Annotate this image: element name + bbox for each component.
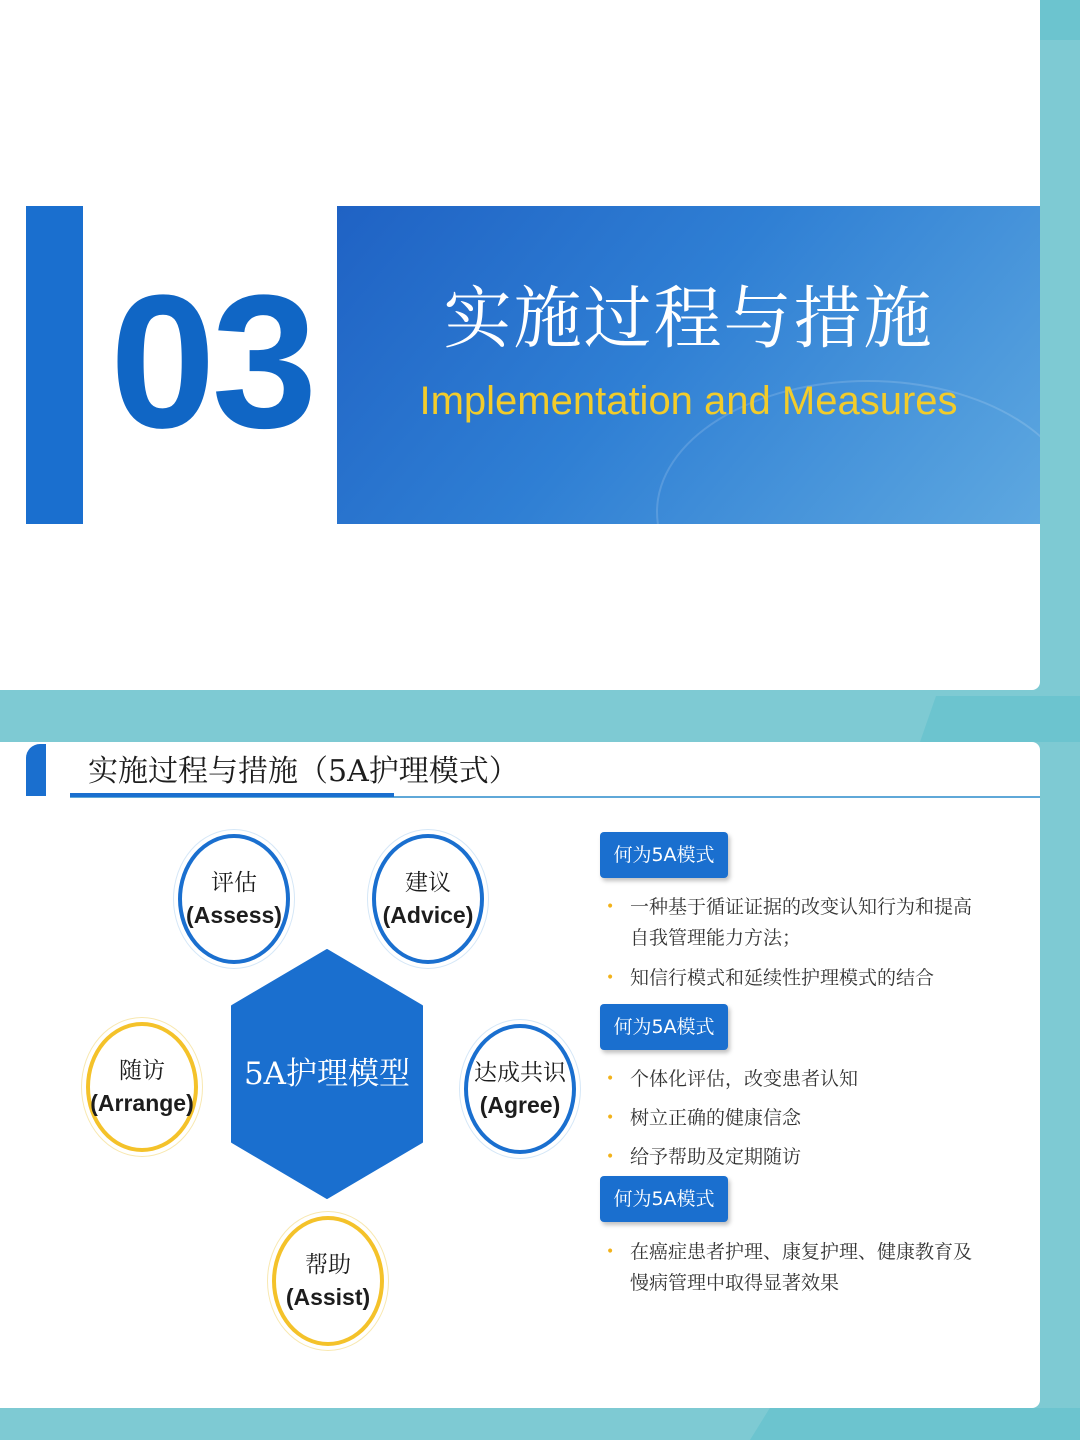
bullet-dot-icon: •	[606, 970, 615, 986]
bullet-item	[606, 1237, 986, 1299]
bullet-text: 在癌症患者护理、康复护理、健康教育及慢病管理中取得显著效果	[630, 1241, 973, 1294]
bullet-dot-icon: •	[606, 899, 615, 915]
block-badge: 何为5A模式	[600, 1004, 728, 1050]
section-cover-slide	[0, 0, 1040, 690]
node-cn: 帮助	[305, 1252, 351, 1278]
accent-bar	[26, 206, 83, 524]
node-advice	[372, 834, 484, 964]
node-cn: 达成共识	[474, 1060, 566, 1086]
bullet-text: 树立正确的健康信念	[630, 1107, 802, 1129]
bullet-dot-icon: •	[606, 1149, 615, 1165]
bullet-item	[606, 963, 986, 994]
bullet-text: 个体化评估，改变患者认知	[630, 1068, 859, 1090]
bullet-item	[606, 892, 986, 954]
node-arrange	[86, 1022, 198, 1152]
teal-decoration-bottom	[750, 1408, 1080, 1440]
node-en: (Agree)	[479, 1092, 561, 1118]
section-number: 03	[110, 256, 314, 468]
node-assist	[272, 1216, 384, 1346]
bullet-item	[606, 1142, 986, 1173]
node-en: (Arrange)	[90, 1090, 194, 1116]
bullet-item	[606, 1064, 986, 1095]
bullet-text: 给予帮助及定期随访	[630, 1146, 802, 1168]
node-en: (Advice)	[382, 902, 474, 928]
block-badge: 何为5A模式	[600, 832, 728, 878]
header-tab	[26, 744, 46, 796]
node-cn: 随访	[119, 1058, 165, 1084]
node-cn: 建议	[405, 870, 451, 896]
node-assess	[178, 834, 290, 964]
section-title-en: Implementation and Measures	[419, 379, 958, 423]
center-hexagon	[230, 948, 424, 1200]
node-en: (Assess)	[186, 902, 282, 928]
bullet-dot-icon: •	[606, 1244, 615, 1260]
header-underline	[70, 793, 394, 797]
bullet-item	[606, 1103, 986, 1134]
teal-decoration-mid	[920, 696, 1080, 742]
block-badge: 何为5A模式	[600, 1176, 728, 1222]
bullet-dot-icon: •	[606, 1071, 615, 1087]
node-en: (Assist)	[285, 1284, 371, 1310]
bullet-dot-icon: •	[606, 1110, 615, 1126]
title-banner	[337, 206, 1040, 524]
center-label: 5A护理模型	[243, 1056, 411, 1092]
bullet-text: 一种基于循证证据的改变认知行为和提高自我管理能力方法；	[630, 896, 973, 949]
node-agree	[464, 1024, 576, 1154]
slide-title: 实施过程与措施（5A护理模式）	[88, 754, 519, 789]
node-cn: 评估	[211, 870, 257, 896]
bullet-text: 知信行模式和延续性护理模式的结合	[630, 967, 935, 989]
section-title-cn: 实施过程与措施	[443, 280, 934, 359]
